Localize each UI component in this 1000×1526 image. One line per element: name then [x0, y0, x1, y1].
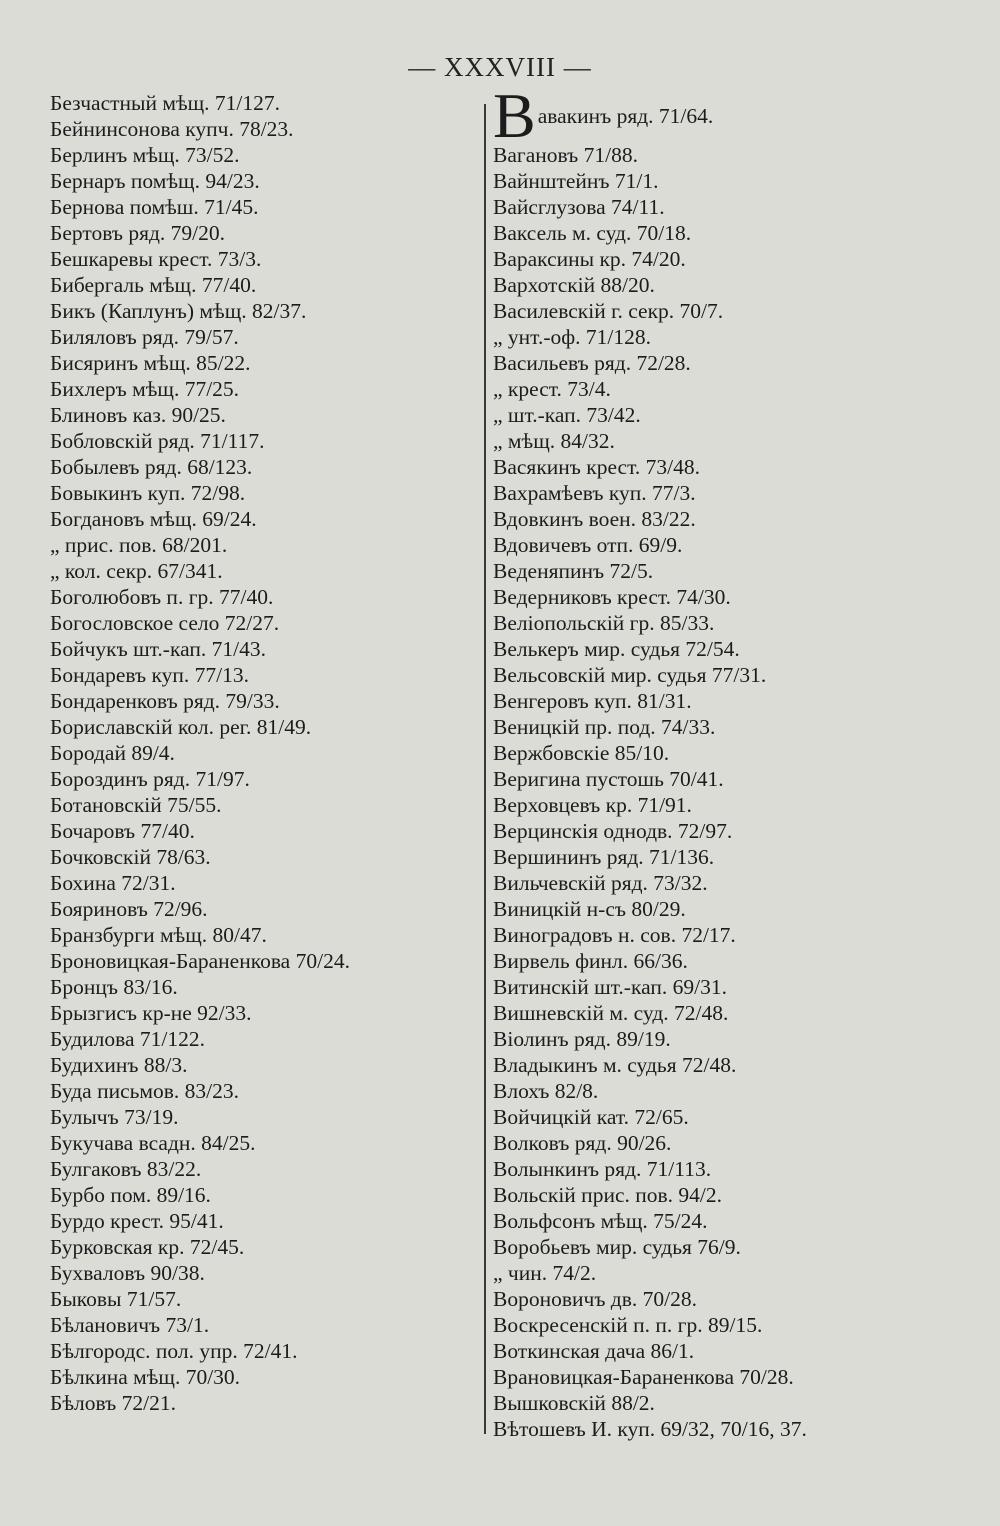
list-item: Бѣлкина мѣщ. 70/30.	[50, 1365, 241, 1389]
list-item: Бояриновъ 72/96.	[50, 897, 208, 921]
list-item: Вишневскій м. суд. 72/48.	[493, 1001, 729, 1025]
entry-text: авакинъ ряд. 71/64.	[537, 104, 714, 128]
list-item: Верцинскія однодв. 72/97.	[493, 819, 733, 843]
list-item: Бородай 89/4.	[50, 741, 175, 765]
list-item: Вержбовскіе 85/10.	[493, 741, 670, 765]
list-item: Веницкій пр. под. 74/33.	[493, 715, 716, 739]
list-item: Боголюбовъ п. гр. 77/40.	[50, 585, 274, 609]
list-item: „ кол. секр. 67/341.	[50, 559, 223, 583]
list-item: Бихлеръ мѣщ. 77/25.	[50, 377, 240, 401]
list-item: Бѣловъ 72/21.	[50, 1391, 176, 1415]
right-column	[493, 80, 998, 1442]
list-item: Бороздинъ ряд. 71/97.	[50, 767, 250, 791]
list-item: Веліопольскій гр. 85/33.	[493, 611, 715, 635]
list-item: Виноградовъ н. сов. 72/17.	[493, 923, 736, 947]
list-item: Вильчевскій ряд. 73/32.	[493, 871, 708, 895]
list-item: Бейнинсонова купч. 78/23.	[50, 117, 294, 141]
list-item: Василевскій г. секр. 70/7.	[493, 299, 724, 323]
list-item: Владыкинъ м. судья 72/48.	[493, 1053, 737, 1077]
list-item: „ чин. 74/2.	[493, 1261, 597, 1285]
column-divider	[484, 104, 486, 1434]
list-item: Букучава всадн. 84/25.	[50, 1131, 256, 1155]
list-item: Ведерниковъ крест. 74/30.	[493, 585, 731, 609]
list-item: Бикъ (Каплунъ) мѣщ. 82/37.	[50, 299, 307, 323]
list-item: Вараксины кр. 74/20.	[493, 247, 686, 271]
list-item: Вышковскій 88/2.	[493, 1391, 655, 1415]
list-item: Бурковская кр. 72/45.	[50, 1235, 245, 1259]
list-item: Ваксель м. суд. 70/18.	[493, 221, 692, 245]
list-item: Бернова помѣш. 71/45.	[50, 195, 259, 219]
list-item: „ унт.-оф. 71/128.	[493, 325, 652, 349]
list-item: Віолинъ ряд. 89/19.	[493, 1027, 671, 1051]
list-item: Бернаръ помѣщ. 94/23.	[50, 169, 260, 193]
list-item: Буда письмов. 83/23.	[50, 1079, 240, 1103]
list-item: Волковъ ряд. 90/26.	[493, 1131, 672, 1155]
list-item: Бертовъ ряд. 79/20.	[50, 221, 226, 245]
list-item: Бобловскій ряд. 71/117.	[50, 429, 265, 453]
list-item: Бондаревъ куп. 77/13.	[50, 663, 249, 687]
list-item: Велькеръ мир. судья 72/54.	[493, 637, 740, 661]
list-item: Вельсовскій мир. судья 77/31.	[493, 663, 767, 687]
list-item: Ботановскій 75/55.	[50, 793, 222, 817]
list-item: Вольфсонъ мѣщ. 75/24.	[493, 1209, 708, 1233]
list-item: Бохина 72/31.	[50, 871, 176, 895]
list-item: Воскресенскій п. п. гр. 89/15.	[493, 1313, 763, 1337]
list-item: Врановицкая-Бараненкова 70/28.	[493, 1365, 794, 1389]
list-item	[493, 80, 998, 151]
list-item: Вдовкинъ воен. 83/22.	[493, 507, 696, 531]
page-number: — XXXVIII —	[408, 52, 592, 82]
list-item: Быковы 71/57.	[50, 1287, 182, 1311]
list-item: Бойчукъ шт.-кап. 71/43.	[50, 637, 266, 661]
list-item: Бронцъ 83/16.	[50, 975, 178, 999]
drop-cap-initial: В	[493, 80, 536, 151]
list-item: Вершининъ ряд. 71/136.	[493, 845, 715, 869]
list-item: Вагановъ 71/88.	[493, 143, 638, 167]
list-item: Войчицкій кат. 72/65.	[493, 1105, 689, 1129]
list-item: Влохъ 82/8.	[493, 1079, 599, 1103]
list-item: Вархотскій 88/20.	[493, 273, 655, 297]
list-item: Будихинъ 88/3.	[50, 1053, 188, 1077]
list-item: Васильевъ ряд. 72/28.	[493, 351, 691, 375]
list-item: Васякинъ крест. 73/48.	[493, 455, 700, 479]
list-item: Верховцевъ кр. 71/91.	[493, 793, 692, 817]
list-item: Биляловъ ряд. 79/57.	[50, 325, 239, 349]
list-item: Броновицкая-Бараненкова 70/24.	[50, 949, 350, 973]
list-item: Бѣлановичъ 73/1.	[50, 1313, 210, 1337]
list-item: Венгеровъ куп. 81/31.	[493, 689, 692, 713]
list-item: „ шт.-кап. 73/42.	[493, 403, 641, 427]
list-item: „ прис. пов. 68/201.	[50, 533, 228, 557]
list-item: Воткинская дача 86/1.	[493, 1339, 695, 1363]
list-item: Вдовичевъ отп. 69/9.	[493, 533, 683, 557]
list-item: Брызгисъ кр-не 92/33.	[50, 1001, 252, 1025]
list-item: Витинскій шт.-кап. 69/31.	[493, 975, 727, 999]
list-item: „ мѣщ. 84/32.	[493, 429, 615, 453]
list-item: „ крест. 73/4.	[493, 377, 611, 401]
list-item: Булгаковъ 83/22.	[50, 1157, 202, 1181]
list-item: Бочаровъ 77/40.	[50, 819, 195, 843]
list-item: Вороновичъ дв. 70/28.	[493, 1287, 697, 1311]
right-column-entries	[493, 142, 998, 1442]
list-item: Бѣлгородс. пол. упр. 72/41.	[50, 1339, 298, 1363]
list-item: Вайнштейнъ 71/1.	[493, 169, 659, 193]
list-item: Вирвель финл. 66/36.	[493, 949, 688, 973]
list-item: Волынкинъ ряд. 71/113.	[493, 1157, 712, 1181]
list-item: Бешкаревы крест. 73/3.	[50, 247, 262, 271]
list-item: Веригина пустошь 70/41.	[493, 767, 724, 791]
list-item: Бурбо пом. 89/16.	[50, 1183, 211, 1207]
list-item: Воробьевъ мир. судья 76/9.	[493, 1235, 741, 1259]
list-item: Веденяпинъ 72/5.	[493, 559, 654, 583]
list-item: Бочковскій 78/63.	[50, 845, 211, 869]
list-item: Бурдо крест. 95/41.	[50, 1209, 224, 1233]
list-item: Бовыкинъ куп. 72/98.	[50, 481, 246, 505]
list-item: Вольскій прис. пов. 94/2.	[493, 1183, 722, 1207]
list-item: Бондаренковъ ряд. 79/33.	[50, 689, 280, 713]
list-item: Булычъ 73/19.	[50, 1105, 179, 1129]
list-item: Бибергаль мѣщ. 77/40.	[50, 273, 257, 297]
left-column	[50, 90, 480, 1416]
list-item: Бранзбурги мѣщ. 80/47.	[50, 923, 267, 947]
list-item: Вайсглузова 74/11.	[493, 195, 665, 219]
list-item: Вахрамѣевъ куп. 77/3.	[493, 481, 696, 505]
list-item: Безчастный мѣщ. 71/127.	[50, 91, 281, 115]
list-item: Бухваловъ 90/38.	[50, 1261, 205, 1285]
list-item: Бориславскій кол. рег. 81/49.	[50, 715, 312, 739]
list-item: Блиновъ каз. 90/25.	[50, 403, 226, 427]
list-item: Бисяринъ мѣщ. 85/22.	[50, 351, 251, 375]
list-item: Берлинъ мѣщ. 73/52.	[50, 143, 240, 167]
list-item: Виницкій н-съ 80/29.	[493, 897, 686, 921]
list-item: Богословское село 72/27.	[50, 611, 280, 635]
list-item: Будилова 71/122.	[50, 1027, 206, 1051]
list-item: Бобылевъ ряд. 68/123.	[50, 455, 253, 479]
list-item: Вѣтошевъ И. куп. 69/32, 70/16, 37.	[493, 1417, 807, 1441]
list-item: Богдановъ мѣщ. 69/24.	[50, 507, 257, 531]
